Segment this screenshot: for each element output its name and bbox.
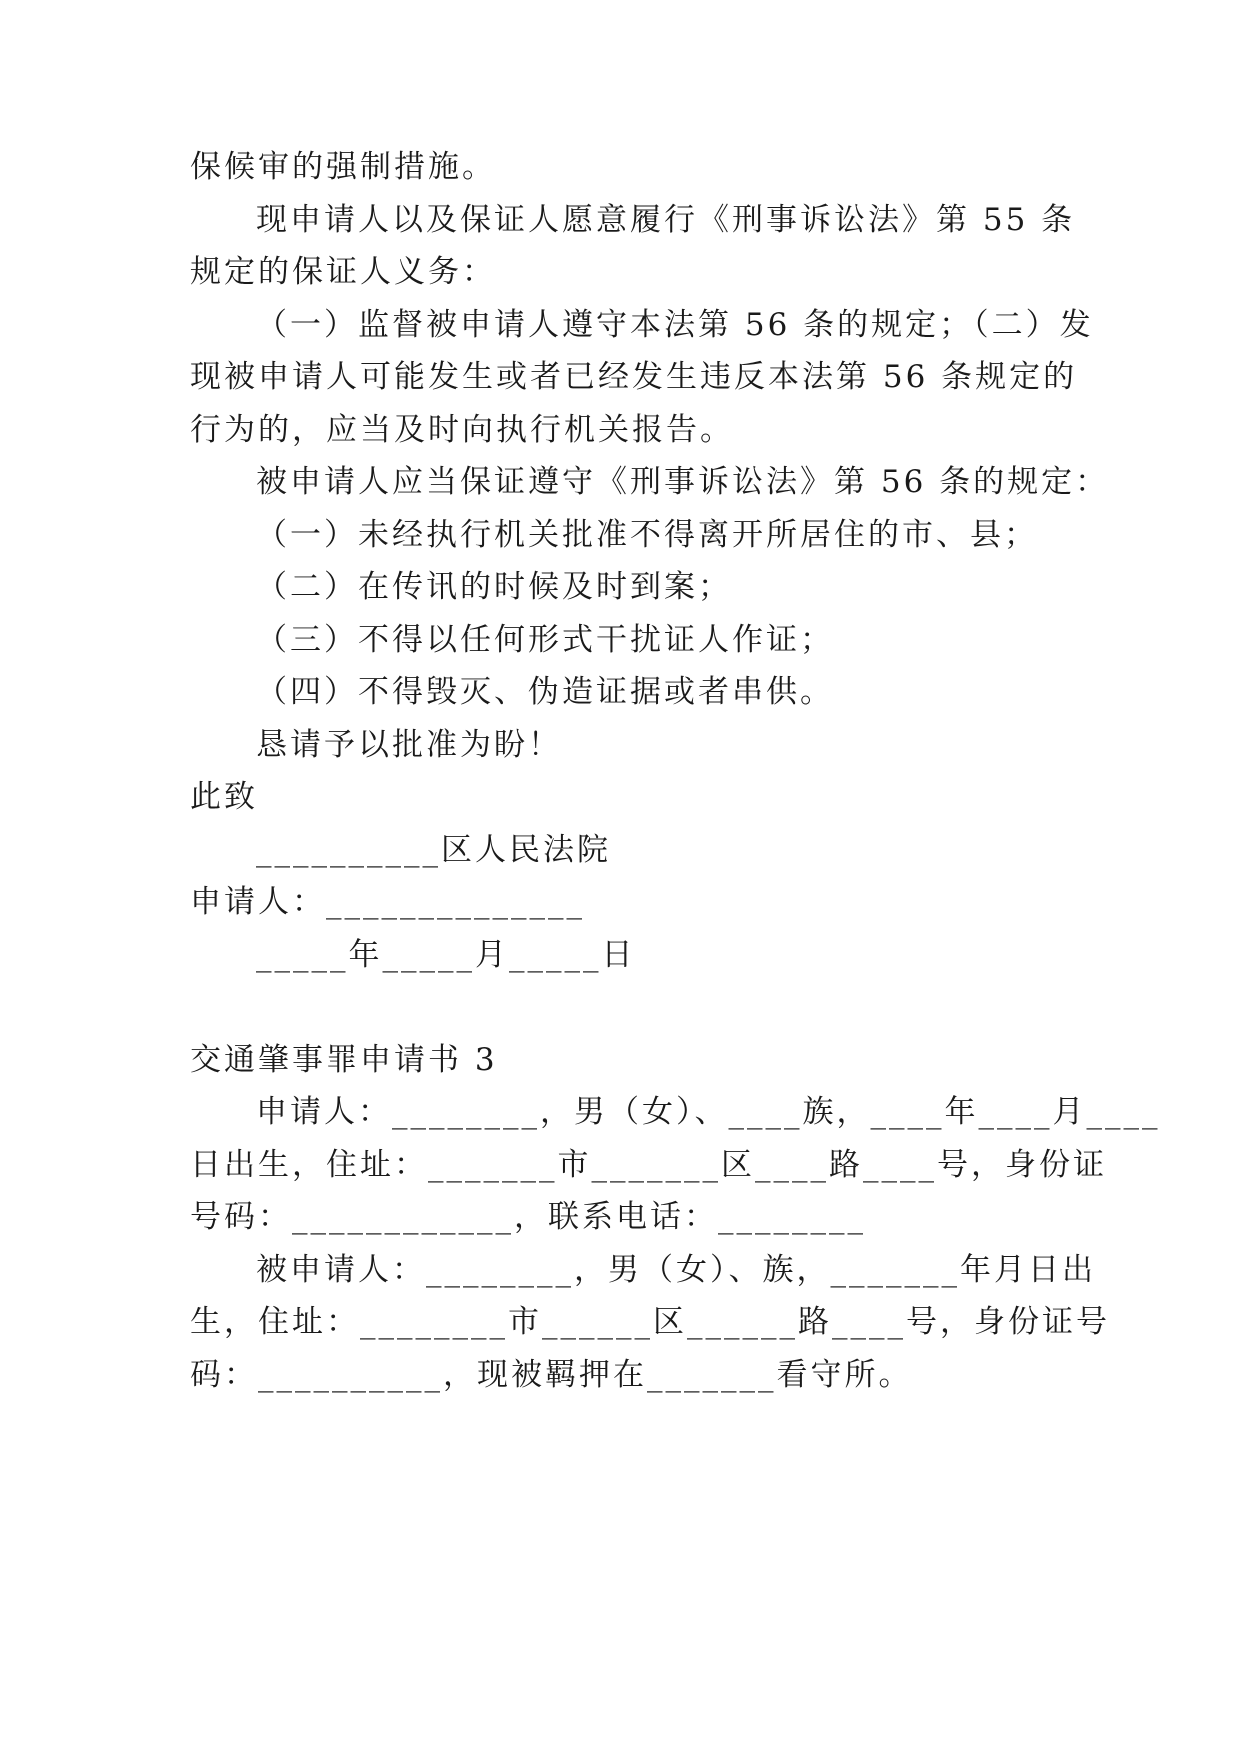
- text-line: 保候审的强制措施。: [190, 149, 496, 185]
- text-line: 行为的，应当及时向执行机关报告。: [190, 412, 734, 448]
- text-line: __________区人民法院: [256, 832, 611, 868]
- text-line: 号码：____________，联系电话：________: [190, 1199, 866, 1235]
- text-line: 现申请人以及保证人愿意履行《刑事诉讼法》第 55 条: [256, 202, 1076, 238]
- text-line: 被申请人：________，男（女）、族，_______年月日出: [256, 1252, 1096, 1288]
- text-line: （四）不得毁灭、伪造证据或者串供。: [256, 674, 834, 710]
- text-line: 规定的保证人义务：: [190, 254, 496, 290]
- section-title: 交通肇事罪申请书 3: [190, 1042, 498, 1078]
- text-line: （一）未经执行机关批准不得离开所居住的市、县；: [256, 517, 1038, 553]
- text-line: 申请人：______________: [190, 884, 585, 920]
- text-line: _____年_____月_____日: [256, 937, 636, 973]
- text-line: （三）不得以任何形式干扰证人作证；: [256, 622, 834, 658]
- text-line: 码：__________，现被羁押在_______看守所。: [190, 1357, 913, 1393]
- text-line: 此致: [190, 779, 258, 815]
- text-line: 被申请人应当保证遵守《刑事诉讼法》第 56 条的规定：: [256, 464, 1110, 500]
- text-line: （一）监督被申请人遵守本法第 56 条的规定；（二）发: [256, 307, 1094, 343]
- text-line: （二）在传讯的时候及时到案；: [256, 569, 732, 605]
- text-line: 生，住址：________市______区______路____号，身份证号: [190, 1304, 1110, 1340]
- text-line: 恳请予以批准为盼！: [256, 727, 562, 763]
- text-line: 日出生，住址：_______市_______区____路____号，身份证: [190, 1147, 1107, 1183]
- text-line: 申请人：________，男（女）、____族，____年____月____: [256, 1094, 1161, 1130]
- text-line: 现被申请人可能发生或者已经发生违反本法第 56 条规定的: [190, 359, 1078, 395]
